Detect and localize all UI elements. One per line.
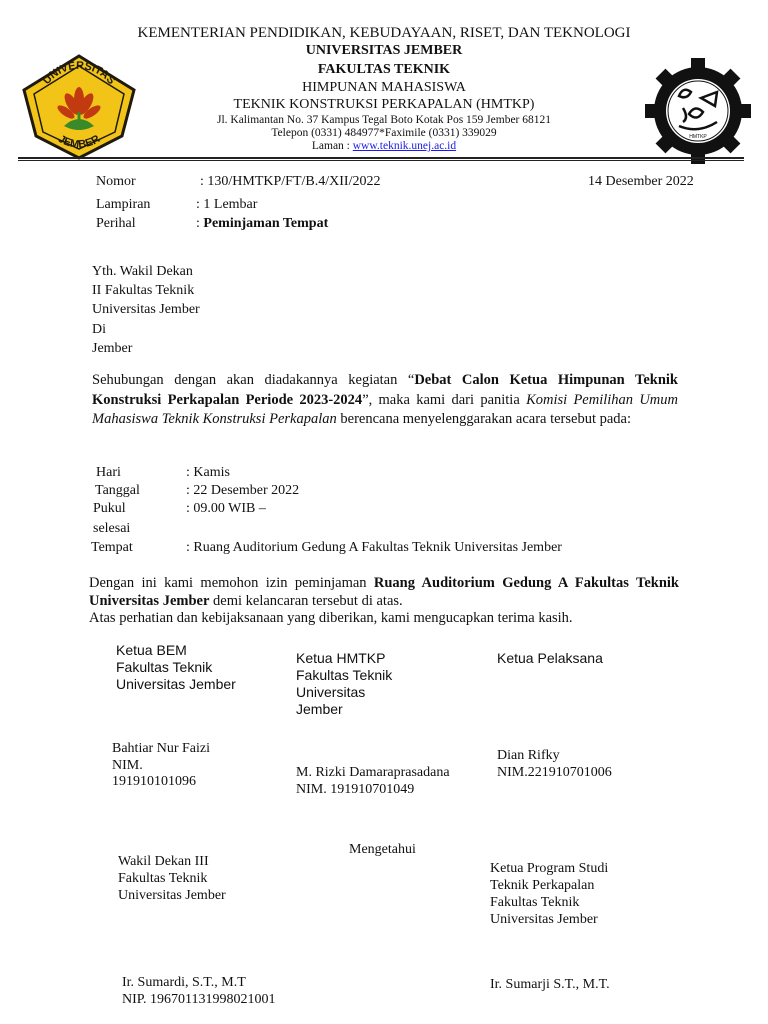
- selesai-text: selesai: [93, 521, 131, 536]
- signer-nip: NIP. 196701131998021001: [122, 991, 276, 1007]
- closing-sentence: Atas perhatian dan kebijaksanaan yang diberikan, kami mengucapkan terima kasih.: [89, 610, 573, 626]
- signer-institution: Universitas: [296, 684, 366, 700]
- event-name: Debat Calon Ketua Himpunan Teknik Konstruksi Perkapalan Periode 2023-2024: [92, 372, 678, 408]
- signer-title: Ketua HMTKP: [296, 650, 386, 666]
- logo-label: HMTKP: [689, 134, 707, 140]
- signer-unit: Fakultas Teknik: [118, 871, 208, 886]
- signer-kaprodi-identity: [490, 976, 610, 993]
- acknowledged-label: Mengetahui: [349, 842, 416, 857]
- signer-name: Ir. Sumardi, S.T., M.T: [122, 975, 246, 990]
- signer-unit: Fakultas Teknik: [490, 895, 580, 910]
- nomor-value: : 130/HMTKP/FT/B.4/XII/2022: [200, 174, 381, 189]
- signature-kaprodi: [490, 860, 608, 928]
- signer-name: M. Rizki Damaraprasadana: [296, 765, 450, 780]
- lampiran-value: : 1 Lembar: [196, 197, 258, 212]
- ministry-name: KEMENTERIAN PENDIDIKAN, KEBUDAYAAN, RISET, DAN TEKNOLOGI: [137, 25, 631, 41]
- signer-nim-label: NIM.: [112, 757, 143, 773]
- association-name: HIMPUNAN MAHASISWA: [302, 80, 466, 95]
- logo-text-top: UNIVERSITAS: [40, 59, 118, 87]
- paragraph-text: demi kelancaran tersebut di atas.: [209, 592, 403, 609]
- perihal-line: [196, 216, 328, 232]
- recipient-block: [92, 262, 200, 358]
- hari-label: Hari: [96, 465, 121, 480]
- signer-nim: NIM.221910701006: [497, 765, 612, 780]
- signer-bem-identity: [112, 741, 210, 791]
- signature-wakil-dekan: [118, 853, 226, 904]
- signature-ketua-hmtkp: [296, 650, 392, 718]
- tanggal-value: : 22 Desember 2022: [186, 483, 300, 498]
- recipient-line: Di: [92, 321, 106, 337]
- pukul-label: Pukul: [93, 501, 126, 516]
- signer-title: Ketua Program Studi: [490, 861, 609, 876]
- paragraph-text: berencana menyelenggarakan acara tersebut pada:: [336, 411, 632, 427]
- opening-paragraph: [92, 371, 678, 430]
- header-rule-thin: [18, 160, 744, 161]
- signature-ketua-bem: [116, 642, 236, 693]
- recipient-line: Universitas Jember: [92, 302, 200, 318]
- signer-unit: Fakultas Teknik: [296, 667, 393, 683]
- hari-value: : Kamis: [186, 465, 230, 480]
- signer-nim: NIM. 191910701049: [296, 781, 415, 797]
- signer-city: Jember: [296, 701, 343, 717]
- perihal-label: Perihal: [96, 216, 136, 231]
- tanggal-label: Tanggal: [95, 483, 140, 498]
- address: Jl. Kalimantan No. 37 Kampus Tegal Boto Kotak Pos 159 Jember 68121: [216, 114, 552, 126]
- perihal-value: Peminjaman Tempat: [203, 216, 329, 231]
- university-logo: [20, 52, 138, 162]
- recipient-line: Jember: [92, 340, 133, 356]
- logo-text-bottom: JEMBER: [55, 132, 103, 151]
- pukul-value: : 09.00 WIB –: [186, 501, 266, 516]
- signer-program: Teknik Perkapalan: [490, 878, 595, 893]
- recipient-line: II Fakultas Teknik: [92, 283, 195, 299]
- recipient-line: Yth. Wakil Dekan: [92, 264, 193, 279]
- paragraph-text: Sehubungan dengan akan diadakannya kegiatan “: [92, 372, 415, 388]
- signer-title: Ketua Pelaksana: [497, 650, 603, 666]
- university-name: UNIVERSITAS JEMBER: [305, 43, 463, 58]
- nomor-label: Nomor: [96, 174, 136, 189]
- website-label: Laman :: [311, 140, 353, 152]
- tempat-label: Tempat: [91, 540, 133, 555]
- signer-institution: Universitas Jember: [118, 888, 226, 903]
- hmtkp-logo: [643, 56, 753, 166]
- tempat-value: : Ruang Auditorium Gedung A Fakultas Teknik Universitas Jember: [186, 540, 562, 555]
- venue-name: Ruang Auditorium Gedung A Fakultas Teknik Universitas Jember: [89, 575, 679, 609]
- signature-ketua-pelaksana: [497, 650, 603, 667]
- signer-title: Ketua BEM: [116, 642, 187, 658]
- signer-hmtkp-identity: [296, 765, 450, 798]
- program-name: TEKNIK KONSTRUKSI PERKAPALAN (HMTKP): [233, 97, 535, 112]
- perihal-colon: :: [196, 216, 204, 231]
- signer-institution: Universitas Jember: [490, 912, 598, 927]
- signer-name: Bahtiar Nur Faizi: [112, 741, 210, 756]
- request-paragraph: [89, 575, 679, 610]
- committee-name: Komisi Pemilihan Umum Mahasiswa Teknik Konstruksi Perkapalan: [92, 391, 678, 427]
- paragraph-text: ”, maka kami dari panitia: [362, 391, 527, 408]
- paragraph-text: Dengan ini kami memohon izin peminjaman: [89, 575, 374, 591]
- signer-unit: Fakultas Teknik: [116, 659, 213, 675]
- phone-fax: Telepon (0331) 484977*Faximile (0331) 339029: [271, 127, 497, 139]
- signer-wadek-identity: [122, 975, 276, 1008]
- signer-pelaksana-identity: [497, 747, 612, 781]
- faculty-name: FAKULTAS TEKNIK: [317, 62, 451, 77]
- lampiran-label: Lampiran: [96, 197, 151, 212]
- website-link[interactable]: www.teknik.unej.ac.id: [352, 140, 457, 152]
- header-rule: [18, 157, 744, 159]
- signer-nim: 191910101096: [112, 774, 196, 789]
- signer-name: Ir. Sumarji S.T., M.T.: [490, 977, 610, 992]
- letter-date: 14 Desember 2022: [588, 174, 694, 189]
- signer-name: Dian Rifky: [497, 748, 560, 763]
- signer-title: Wakil Dekan III: [118, 854, 209, 869]
- signer-institution: Universitas Jember: [116, 676, 236, 692]
